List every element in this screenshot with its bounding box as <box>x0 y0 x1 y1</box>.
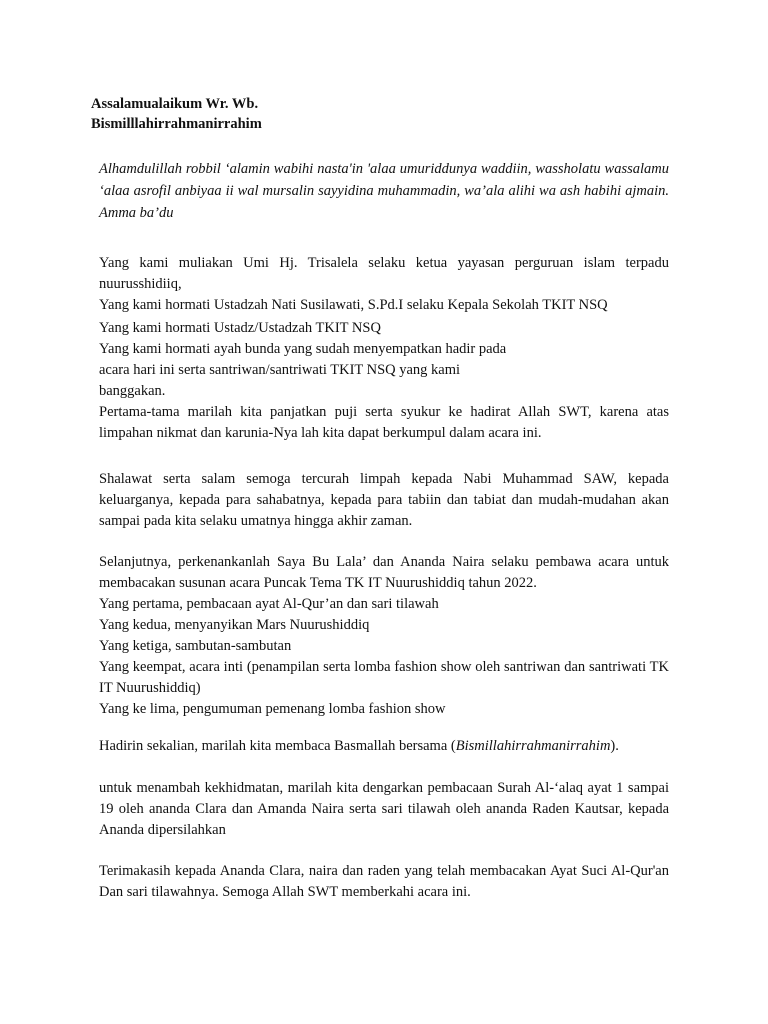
basmallah-block <box>99 736 669 757</box>
basmallah-paragraph <box>99 736 669 757</box>
shalawat-block <box>99 469 669 532</box>
greeting-basmalah: Bismilllahirrahmanirrahim <box>91 116 262 132</box>
basmallah-text-after: ). <box>610 738 619 754</box>
opening-prayer-block <box>99 158 669 224</box>
agenda-item: Yang pertama, pembacaan ayat Al-Qur’an dan sari tilawah <box>99 596 439 612</box>
opening-gratitude: Pertama-tama marilah kita panjatkan puji serta syukur ke hadirat Allah SWT, karena atas limpahan nikmat dan karunia-Nya lah kita dapat berkumpul dalam acara ini. <box>99 404 669 441</box>
agenda-item: Yang kedua, menyanyikan Mars Nuurushiddiq <box>99 617 370 633</box>
greeting-block <box>91 94 262 134</box>
basmallah-italic: Bismillahirrahmanirrahim <box>455 738 611 754</box>
quran-reading-block <box>99 778 669 841</box>
agenda-item: Yang keempat, acara inti (penampilan serta lomba fashion show oleh santriwan dan santriwati TK IT Nuurushiddiq) <box>99 659 669 696</box>
opening-prayer: Alhamdulillah robbil ‘alamin wabihi nasta'in 'alaa umuriddunya waddiin, wassholatu wassalamu ‘alaa asrofil anbiyaa ii wal mursalin sayyidina muhammadin, wa’ala alihi wa ash habihi ajmain. Amma ba’du <box>99 161 669 221</box>
thanks-paragraph: Terimakasih kepada Ananda Clara, naira dan raden yang telah membacakan Ayat Suci Al-Qur'an Dan sari tilawahnya. Semoga Allah SWT memberkahi acara ini. <box>99 863 669 900</box>
shalawat-paragraph: Shalawat serta salam semoga tercurah limpah kepada Nabi Muhammad SAW, kepada keluarganya, kepada para sahabatnya, kepada para tabiin dan tabiat dan mudah-mudahan akan sampai pada kita selaku umatnya hingga akhir zaman. <box>99 471 669 529</box>
quran-reading-paragraph: untuk menambah kekhidmatan, marilah kita dengarkan pembacaan Surah Al-‘alaq ayat 1 sampai 19 oleh ananda Clara dan Amanda Naira serta sari tilawah oleh ananda Raden Kautsar, kepada Ananda dipersilahkan <box>99 780 669 838</box>
agenda-item: Yang ketiga, sambutan-sambutan <box>99 638 292 654</box>
agenda-block <box>99 552 669 720</box>
respect-ustadz: Yang kami hormati Ustadz/Ustadzah TKIT NSQ <box>99 320 381 336</box>
respect-umi: Yang kami muliakan Umi Hj. Trisalela selaku ketua yayasan perguruan islam terpadu nuurusshidiiq, <box>99 255 669 292</box>
thanks-block <box>99 861 669 903</box>
agenda-item: Yang ke lima, pengumuman pemenang lomba fashion show <box>99 701 446 717</box>
respect-kepala-sekolah: Yang kami hormati Ustadzah Nati Susilawati, S.Pd.I selaku Kepala Sekolah TKIT NSQ <box>99 297 608 313</box>
respect-parents-line2: acara hari ini serta santriwan/santriwati TKIT NSQ yang kami <box>99 362 461 378</box>
basmallah-text-before: Hadirin sekalian, marilah kita membaca Basmallah bersama ( <box>99 738 456 754</box>
agenda-intro: Selanjutnya, perkenankanlah Saya Bu Lala’ dan Ananda Naira selaku pembawa acara untuk membacakan susunan acara Puncak Tema TK IT Nuurushiddiq tahun 2022. <box>99 554 669 591</box>
greeting-salam: Assalamualaikum Wr. Wb. <box>91 96 259 112</box>
respect-parents-line1: Yang kami hormati ayah bunda yang sudah menyempatkan hadir pada <box>99 341 507 357</box>
respect-parents-line3: banggakan. <box>99 383 166 399</box>
respects-block <box>99 253 669 444</box>
